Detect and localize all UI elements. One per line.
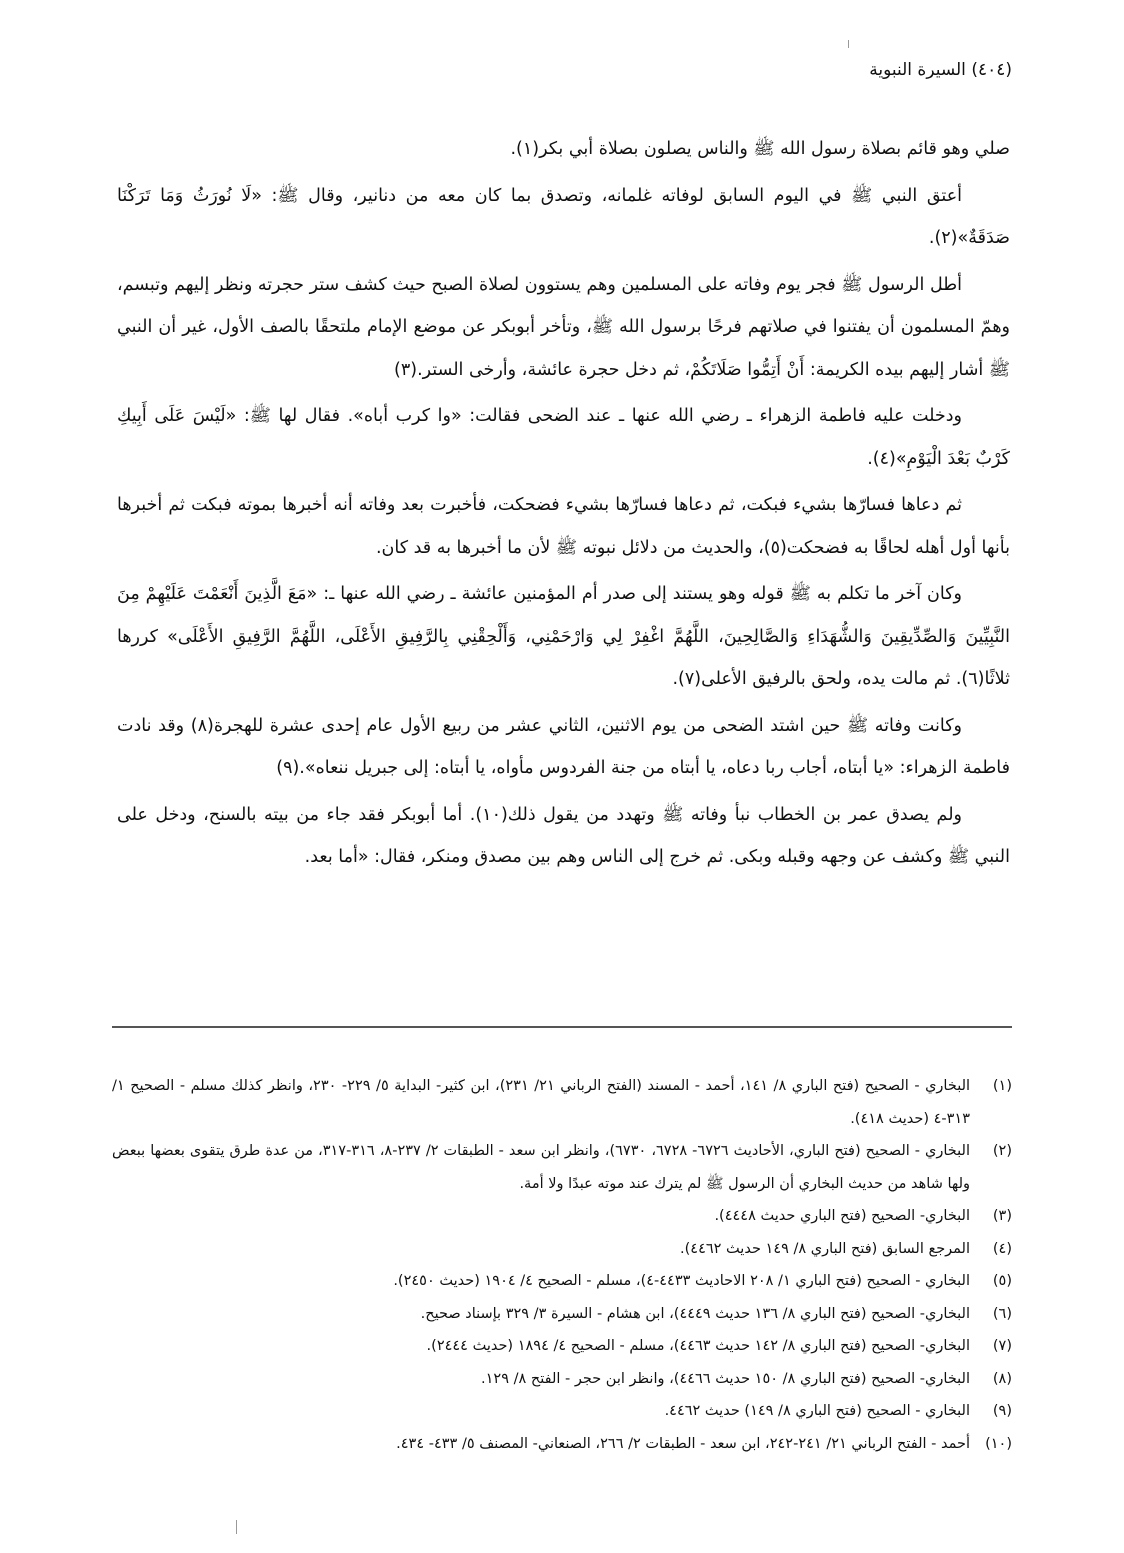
footnote-number: (٧) xyxy=(992,1338,1012,1354)
footnote xyxy=(112,1070,1012,1135)
paragraph: ولم يصدق عمر بن الخطاب نبأ وفاته ﷺ وتهدد من يقول ذلك(١٠). أما أبوبكر فقد جاء من بيته بالسنح، ودخل على النبي ﷺ وكشف عن وجهه وقبله وبكى. ثم خرج إلى الناس وهم بين مصدق ومنكر، فقال: «أما بعد. xyxy=(117,804,1010,867)
footnote-divider xyxy=(112,1026,1012,1028)
paragraph: صلي وهو قائم بصلاة رسول الله ﷺ والناس يصلون بصلاة أبي بكر(١). xyxy=(510,139,1010,159)
footnote-text: البخاري- الصحيح (فتح الباري ٨/ ١٣٦ حديث ٤٤٤٩)، ابن هشام - السيرة ٣/ ٣٢٩ بإسناد صحيح. xyxy=(420,1305,970,1322)
paragraph: ودخلت عليه فاطمة الزهراء ـ رضي الله عنها ـ عند الضحى فقالت: «وا كرب أباه». فقال لها ﷺ: «لَيْسَ عَلَى أَبِيكِ كَرْبٌ بَعْدَ الْيَوْمِ»(٤). xyxy=(117,406,1010,469)
footnote-number: (٤) xyxy=(992,1240,1012,1257)
footnotes xyxy=(112,1070,1012,1460)
footnote xyxy=(112,1363,1012,1396)
footnote xyxy=(112,1395,1012,1428)
body-text xyxy=(117,128,1010,883)
footnote-text: البخاري- الصحيح (فتح الباري ٨/ ١٥٠ حديث ٤٤٦٦)، وانظر ابن حجر - الفتح ٨/ ١٢٩. xyxy=(481,1370,970,1387)
footnote-text: المرجع السابق (فتح الباري ٨/ ١٤٩ حديث ٤٤٦٢). xyxy=(680,1240,970,1257)
paragraph: أعتق النبي ﷺ في اليوم السابق لوفاته غلمانه، وتصدق بما كان معه من دنانير، وقال ﷺ: «لَا نُورَثُ وَمَا تَرَكْنَا صَدَقَةٌ»(٢). xyxy=(117,185,1010,248)
footnote-text: البخاري- الصحيح (فتح الباري حديث ٤٤٤٨). xyxy=(714,1208,970,1224)
footnote-text: البخاري - الصحيح (فتح الباري ٨/ ١٤٩) حديث ٤٤٦٢. xyxy=(664,1403,970,1419)
scan-mark xyxy=(236,1520,237,1534)
paragraph: أطل الرسول ﷺ فجر يوم وفاته على المسلمين وهم يستوون لصلاة الصبح حيث كشف ستر حجرته ونظر إليهم وتبسم، وهمّ المسلمون أن يفتنوا في صلاتهم فرحًا برسول الله ﷺ، وتأخر أبوبكر عن موضع الإمام ملتحقًا بالصف الأول، غير أن النبي ﷺ أشار إليهم بيده الكريمة: أَنْ أَتِمُّوا صَلَاتَكُمْ، ثم دخل حجرة عائشة، وأرخى الستر.(٣) xyxy=(117,274,1010,380)
paragraph: ثم دعاها فسارّها بشيء فبكت، ثم دعاها فسارّها بشيء فضحكت، فأخبرت بعد وفاته أنه أخبرها بموته فبكت ثم أخبرها بأنها أول أهله لحاقًا به فضحكت(٥)، والحديث من دلائل نبوته ﷺ لأن ما أخبرها به قد كان. xyxy=(117,495,1010,558)
paragraph: وكانت وفاته ﷺ حين اشتد الضحى من يوم الاثنين، الثاني عشر من ربيع الأول عام إحدى عشرة للهجرة(٨) وقد نادت فاطمة الزهراء: «يا أبتاه، أجاب ربا دعاه، يا أبتاه من جنة الفردوس مأواه، يا أبتاه: إلى جبريل ننعاه».(٩) xyxy=(117,715,1010,778)
footnote xyxy=(112,1265,1012,1298)
footnote-number: (٩) xyxy=(992,1403,1012,1419)
footnote-text: أحمد - الفتح الرباني ٢١/ ٢٤١-٢٤٢، ابن سعد - الطبقات ٢/ ٢٦٦، الصنعاني- المصنف ٥/ ٤٣٣- ٤٣٤. xyxy=(396,1435,970,1452)
footnote-number: (٢) xyxy=(992,1143,1012,1159)
footnote-number: (٣) xyxy=(992,1208,1012,1224)
footnote-number: (١) xyxy=(992,1078,1012,1094)
running-header xyxy=(869,60,1012,80)
footnote-number: (٦) xyxy=(992,1305,1012,1322)
footnote-text: البخاري - الصحيح (فتح الباري ٨/ ١٤١، أحمد - المسند (الفتح الرباني ٢١/ ٢٣١)، ابن كثير- البداية ٥/ ٢٢٩- ٢٣٠، وانظر كذلك مسلم - الصحيح ١/ ٣١٣-٤ (حديث ٤١٨). xyxy=(112,1078,971,1127)
footnote xyxy=(112,1233,1012,1266)
footnote-text: البخاري - الصحيح (فتح الباري ١/ ٢٠٨ الاحاديث ٤٤٣٣-٤)، مسلم - الصحيح ٤/ ١٩٠٤ (حديث ٢٤٥٠). xyxy=(393,1273,970,1289)
footnote-text: البخاري - الصحيح (فتح الباري، الأحاديث ٦٧٢٦- ٦٧٢٨، ٦٧٣٠)، وانظر ابن سعد - الطبقات ٢/ ٢٣٧-٨، ٣١٦-٣١٧، من عدة طرق يتقوى بعضها ببعض ولها شاهد من حديث البخاري أن الرسول ﷺ لم يترك عند موته عبدًا ولا أمة. xyxy=(112,1143,970,1192)
footnote-number: (٥) xyxy=(992,1273,1012,1289)
footnote xyxy=(112,1428,1012,1461)
page-number: (٤٠٤) xyxy=(971,60,1012,80)
scan-mark xyxy=(848,40,849,48)
footnote xyxy=(112,1200,1012,1233)
footnote-number: (٨) xyxy=(992,1370,1012,1387)
footnote-text: البخاري- الصحيح (فتح الباري ٨/ ١٤٢ حديث ٤٤٦٣)، مسلم - الصحيح ٤/ ١٨٩٤ (حديث ٢٤٤٤). xyxy=(426,1338,970,1354)
book-title: السيرة النبوية xyxy=(869,60,966,80)
footnote xyxy=(112,1330,1012,1363)
paragraph: وكان آخر ما تكلم به ﷺ قوله وهو يستند إلى صدر أم المؤمنين عائشة ـ رضي الله عنها ـ: «مَعَ الَّذِينَ أَنْعَمْتَ عَلَيْهِمْ مِنَ النَّبِيِّينَ وَالصِّدِّيقِينَ وَالشُّهَدَاءِ وَالصَّالِحِينَ، اللَّهُمَّ اغْفِرْ لِي وَارْحَمْنِي، وَأَلْحِقْنِي بِالرَّفِيقِ الأَعْلَى، اللَّهُمَّ الرَّفِيقِ الأَعْلَى» كررها ثلاثًا(٦). ثم مالت يده، ولحق بالرفيق الأعلى(٧). xyxy=(117,584,1010,689)
footnote xyxy=(112,1135,1012,1200)
footnote-number: (١٠) xyxy=(985,1435,1012,1452)
footnote xyxy=(112,1298,1012,1331)
